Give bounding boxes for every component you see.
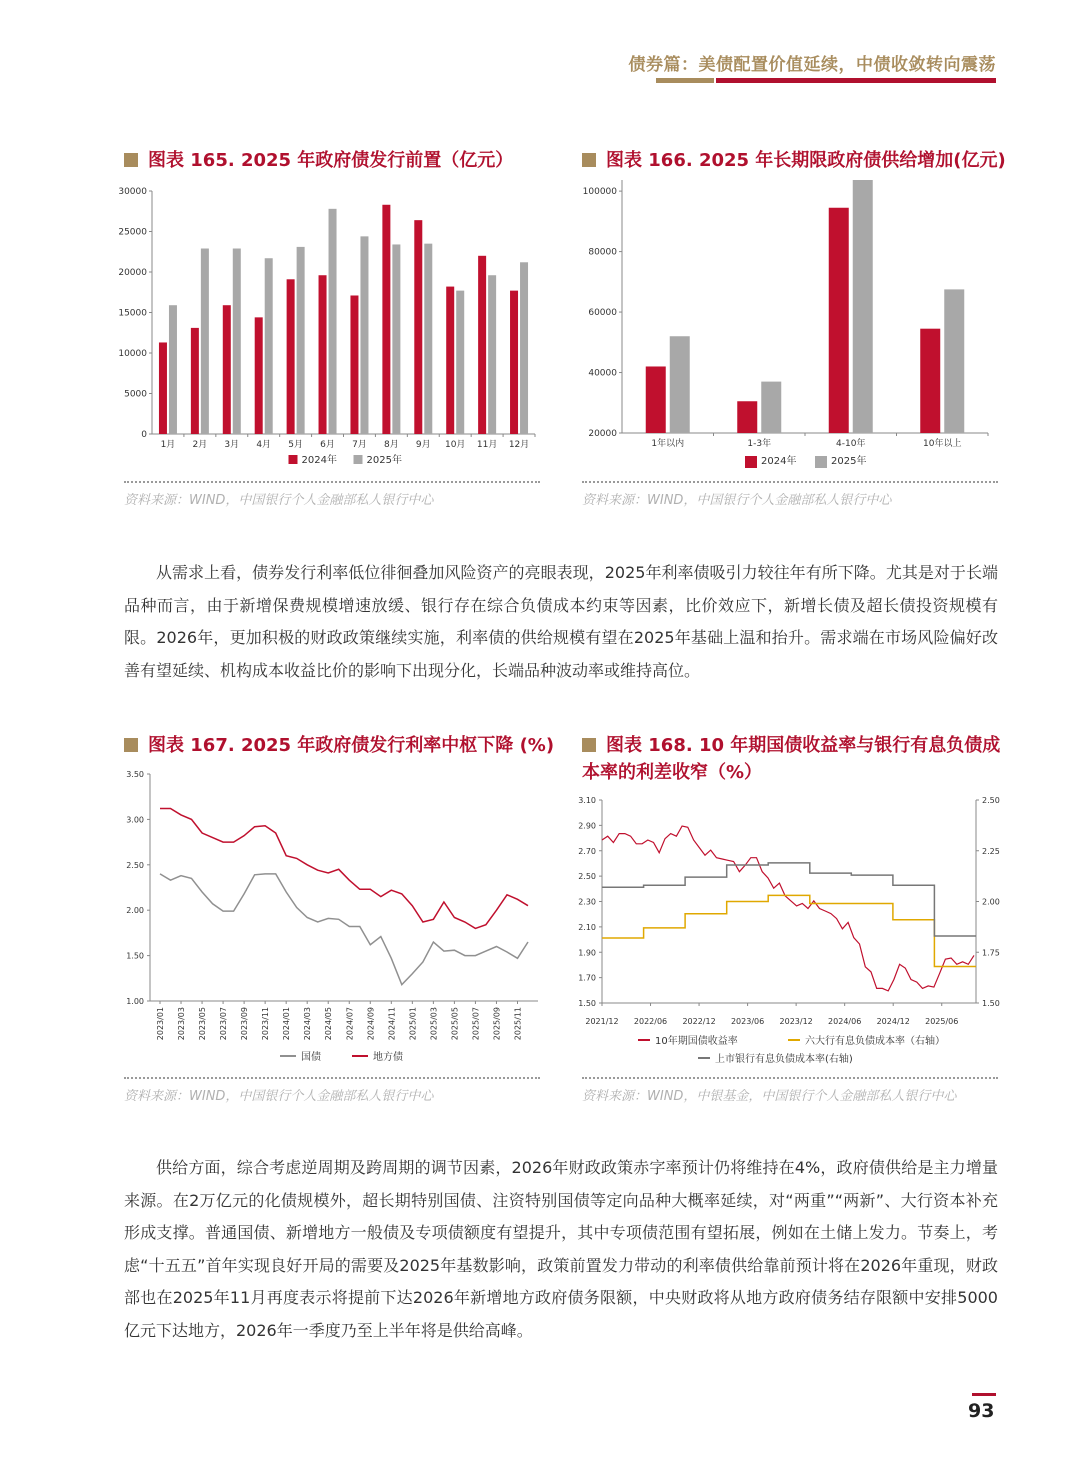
- x-tick-label: 2023/06: [730, 1017, 765, 1026]
- chart-167-title: 图表 167. 2025 年政府债发行利率中枢下降 (%): [124, 732, 554, 759]
- x-tick-label: 12月: [508, 440, 530, 450]
- y-tick-label: 20000: [588, 429, 617, 439]
- x-tick-label: 2025/06: [925, 1017, 959, 1026]
- y-tick-label: 10000: [118, 349, 147, 359]
- bar-2025年-1年以内: [670, 336, 690, 433]
- y-tick-label: 100000: [582, 187, 617, 198]
- bar-2025年-5月: [297, 247, 305, 434]
- chart-166: [578, 180, 1000, 475]
- y-tick-label: 2.00: [126, 906, 144, 916]
- y-tick-label-right: 1.75: [982, 948, 1000, 958]
- chart-166-divider: [582, 481, 998, 483]
- y-tick-label-right: 2.50: [982, 796, 1000, 805]
- y-tick-label: 2.50: [126, 860, 144, 870]
- legend-label: 2024年: [761, 456, 797, 467]
- x-tick-label: 8月: [384, 440, 399, 450]
- page-header-title: 债券篇：美债配置价值延续，中债收敛转向震荡: [628, 55, 996, 75]
- chart-168-source: 资料来源：WIND，中银基金，中国银行个人金融部私人银行中心: [582, 1089, 957, 1104]
- chart-167-divider: [124, 1077, 540, 1079]
- x-tick-label: 2025/09: [492, 1007, 502, 1041]
- bar-2025年-3月: [233, 249, 241, 434]
- header-rule-red: [716, 78, 996, 83]
- x-tick-label: 2024/03: [303, 1007, 313, 1041]
- y-tick-label-left: 2.70: [578, 846, 596, 856]
- chart-166-source: 资料来源：WIND，中国银行个人金融部私人银行中心: [582, 493, 892, 508]
- bar-2024年-5月: [287, 279, 295, 434]
- bar-2025年-2月: [201, 249, 209, 434]
- x-tick-label: 2024/06: [828, 1017, 862, 1026]
- title-square-icon: [582, 738, 596, 752]
- header-rule-gold: [656, 78, 714, 83]
- legend-label: 2025年: [366, 455, 402, 466]
- x-tick-label: 2025/11: [513, 1007, 523, 1041]
- x-tick-label: 2023/11: [261, 1007, 271, 1041]
- legend-swatch-2025年: [815, 456, 827, 468]
- bar-2025年-10月: [456, 291, 464, 434]
- x-tick-label: 3月: [224, 440, 240, 450]
- x-tick-label: 2024/07: [345, 1007, 355, 1041]
- x-tick-label: 10月: [444, 440, 466, 450]
- y-tick-label: 5000: [124, 389, 147, 400]
- x-tick-label: 6月: [320, 440, 335, 450]
- x-tick-label: 2025/07: [471, 1007, 481, 1041]
- legend-label: 地方债: [373, 1052, 403, 1063]
- bar-2025年-8月: [392, 244, 400, 434]
- x-tick-label: 2023/01: [156, 1007, 165, 1041]
- y-tick-label: 60000: [588, 308, 617, 319]
- y-tick-label-left: 1.70: [578, 973, 596, 983]
- bar-2024年-9月: [414, 220, 422, 434]
- y-tick-label-left: 1.50: [578, 999, 596, 1008]
- x-tick-label: 2023/07: [219, 1007, 229, 1041]
- chart-168-divider: [582, 1077, 998, 1079]
- bar-2024年-7月: [350, 295, 358, 434]
- legend-label: 六大行有息负债成本率（右轴）: [805, 1036, 945, 1047]
- chart-168-title: 图表 168. 10 年期国债收益率与银行有息负债成 本率的利差收窄（%）: [582, 735, 1001, 783]
- x-tick-label: 2022/06: [633, 1017, 668, 1026]
- legend-swatch-2024年: [289, 455, 298, 464]
- x-tick-label: 1年以内: [651, 439, 685, 449]
- bar-2024年-11月: [478, 256, 486, 434]
- series-line-10年期国债收益率: [602, 826, 974, 991]
- x-tick-label: 2023/05: [198, 1007, 208, 1041]
- x-tick-label: 2023/09: [240, 1007, 250, 1041]
- legend-label: 2025年: [831, 456, 867, 467]
- bar-2024年-12月: [510, 291, 518, 434]
- legend-swatch-2025年: [354, 455, 363, 464]
- chart-165-source: 资料来源：WIND，中国银行个人金融部私人银行中心: [124, 493, 434, 508]
- bar-2025年-9月: [424, 244, 432, 434]
- bar-2024年-6月: [319, 275, 327, 434]
- x-tick-label: 2月: [192, 440, 208, 450]
- y-tick-label-right: 2.00: [982, 897, 1000, 907]
- y-tick-label-left: 2.10: [578, 922, 596, 932]
- x-tick-label: 1-3年: [747, 439, 772, 449]
- x-tick-label: 2025/05: [450, 1007, 460, 1041]
- y-tick-label-right: 1.50: [982, 999, 1000, 1008]
- y-tick-label: 15000: [118, 308, 147, 319]
- chart-167-source: 资料来源：WIND，中国银行个人金融部私人银行中心: [124, 1089, 434, 1104]
- chart-165-divider: [124, 481, 540, 483]
- x-tick-label: 10年以上: [923, 439, 962, 449]
- x-tick-label: 11月: [476, 440, 498, 450]
- bar-2024年-8月: [382, 205, 390, 434]
- x-tick-label: 2024/05: [324, 1007, 334, 1041]
- x-tick-label: 2025/01: [408, 1007, 418, 1041]
- chart-165-title: 图表 165. 2025 年政府债发行前置（亿元）: [124, 147, 513, 174]
- series-line-六大行有息负债成本率（右轴）: [602, 895, 976, 966]
- bar-2025年-11月: [488, 275, 496, 434]
- bar-2024年-10月: [446, 287, 454, 434]
- y-tick-label: 3.50: [126, 770, 144, 779]
- y-tick-label: 3.00: [126, 815, 144, 825]
- page-number: 93: [968, 1400, 995, 1422]
- y-tick-label-left: 3.10: [578, 796, 596, 805]
- y-tick-label: 80000: [588, 247, 617, 258]
- bar-2024年-1月: [159, 342, 167, 434]
- series-line-地方债: [160, 809, 528, 929]
- bar-2024年-2月: [191, 328, 199, 434]
- y-tick-label-right: 2.25: [982, 846, 1000, 856]
- x-tick-label: 2023/03: [177, 1007, 187, 1041]
- x-tick-label: 2025/03: [429, 1007, 439, 1041]
- y-tick-label: 25000: [118, 227, 147, 238]
- legend-label: 上市银行有息负债成本率(右轴): [715, 1054, 853, 1065]
- bar-2025年-4-10年: [853, 180, 873, 433]
- bar-2025年-1月: [169, 305, 177, 434]
- y-tick-label: 0: [141, 430, 147, 440]
- title-square-icon: [124, 738, 138, 752]
- bar-2025年-7月: [360, 236, 368, 434]
- x-tick-label: 4月: [256, 440, 272, 450]
- chart-165: [115, 180, 545, 475]
- x-tick-label: 2024/01: [282, 1007, 292, 1041]
- y-tick-label-left: 2.30: [578, 897, 596, 907]
- bar-2025年-12月: [520, 262, 528, 434]
- bar-2024年-1-3年: [737, 401, 757, 433]
- legend-label: 2024年: [301, 455, 337, 466]
- y-tick-label: 1.00: [126, 997, 144, 1006]
- x-tick-label: 2022/12: [682, 1017, 716, 1026]
- x-tick-label: 2024/09: [366, 1007, 376, 1041]
- legend-swatch-2024年: [745, 456, 757, 468]
- page-number-rule: [972, 1393, 996, 1396]
- x-tick-label: 2023/12: [779, 1017, 813, 1026]
- x-tick-label: 4-10年: [836, 439, 866, 449]
- x-tick-label: 9月: [415, 440, 431, 450]
- bar-2025年-1-3年: [761, 382, 781, 433]
- x-tick-label: 1月: [160, 440, 176, 450]
- legend-label: 10年期国债收益率: [655, 1036, 738, 1047]
- chart-166-title: 图表 166. 2025 年长期限政府债供给增加(亿元): [582, 147, 1006, 174]
- paragraph-demand: 从需求上看，债券发行利率低位徘徊叠加风险资产的亮眼表现，2025年利率债吸引力较往年有所下降。尤其是对于长端品种而言，由于新增保费规模增速放缓、银行存在综合负债成本约束等因素，比价效应下，新增长债及超长债投资规模有限。2026年，更加积极的财政政策继续实施，利率债的供给规模有望在2025年基础上温和抬升。需求端在市场风险偏好改善有望延续、机构成本收益比价的影响下出现分化，长端品种波动率或维持高位。: [124, 563, 998, 680]
- y-tick-label-left: 2.50: [578, 872, 596, 882]
- y-tick-label: 1.50: [126, 951, 144, 961]
- bar-2024年-3月: [223, 305, 231, 434]
- bar-2024年-4-10年: [829, 208, 849, 433]
- bar-2025年-10年以上: [944, 289, 964, 433]
- y-tick-label-left: 1.90: [578, 948, 596, 958]
- bar-2024年-4月: [255, 317, 263, 434]
- chart-167: [115, 765, 545, 1070]
- y-tick-label: 40000: [588, 368, 617, 379]
- legend-label: 国债: [301, 1052, 321, 1063]
- bar-2025年-6月: [329, 209, 337, 434]
- x-tick-label: 2024/12: [876, 1017, 910, 1026]
- x-tick-label: 2024/11: [387, 1007, 397, 1041]
- paragraph-supply: 供给方面，综合考虑逆周期及跨周期的调节因素，2026年财政政策赤字率预计仍将维持在4%，政府债供给是主力增量来源。在2万亿元的化债规模外，超长期特别国债、注资特别国债等定向品种大概率延续，对“两重”“两新”、大行资本补充形成支撑。普通国债、新增地方一般债及专项债额度有望提升，其中专项债范围有望拓展，例如在土储上发力。节奏上，考虑“十五五”首年实现良好开局的需要及2025年基数影响，政策前置发力带动的利率债供给靠前预计将在2026年重现，财政部也在2025年11月再度表示将提前下达2026年新增地方政府债务限额，中央财政将从地方政府债务结存限额中安排5000亿元下达地方，2026年一季度乃至上半年将是供给高峰。: [124, 1158, 998, 1340]
- y-tick-label: 20000: [118, 268, 147, 278]
- x-tick-label: 2021/12: [585, 1017, 619, 1026]
- bar-2024年-10年以上: [920, 329, 940, 433]
- title-square-icon: [124, 153, 138, 167]
- y-tick-label-left: 2.90: [578, 821, 596, 831]
- bar-2025年-4月: [265, 258, 273, 434]
- y-tick-label: 30000: [118, 187, 147, 197]
- bar-2024年-1年以内: [646, 366, 666, 433]
- title-square-icon: [582, 153, 596, 167]
- x-tick-label: 7月: [352, 440, 367, 450]
- x-tick-label: 5月: [288, 440, 303, 450]
- series-line-国债: [160, 874, 528, 985]
- chart-168: [578, 790, 1000, 1072]
